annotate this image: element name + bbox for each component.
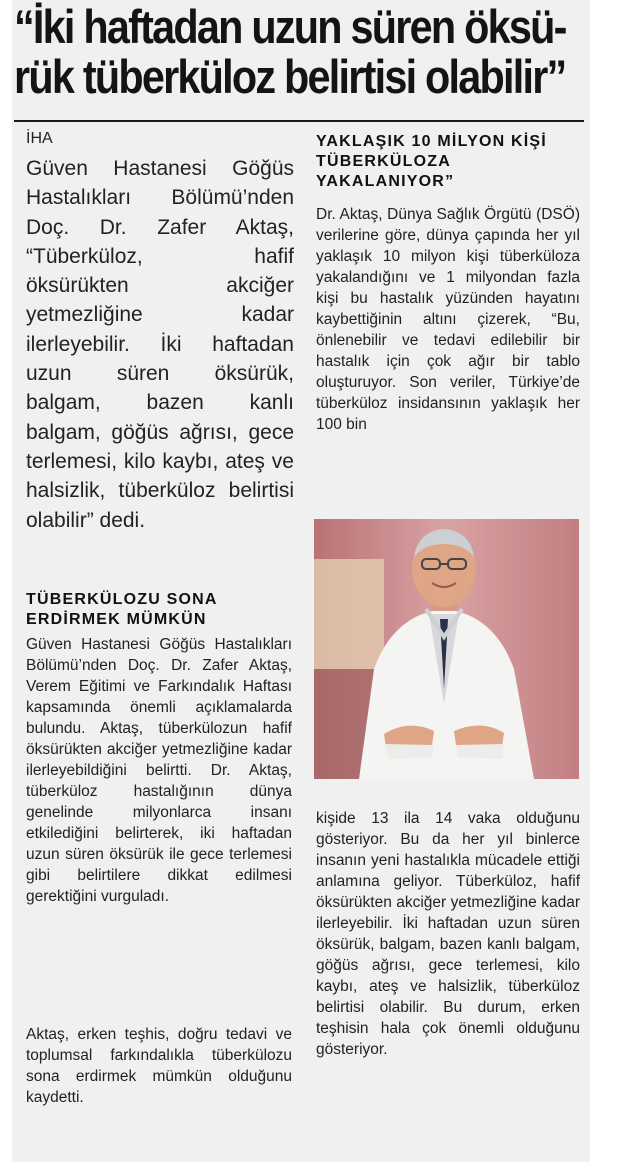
headline-line-2: rük tüberküloz belirtisi olabilir” <box>14 50 566 103</box>
subheading-sona-erdirmek: TÜBERKÜLOZU SONA ERDİRMEK MÜMKÜN <box>26 591 218 628</box>
headline <box>14 0 566 103</box>
agency-byline: İHA <box>26 130 53 147</box>
doctor-portrait-icon <box>314 519 579 779</box>
subheading-10-milyon: YAKLAŞIK 10 MİLYON KİŞİ TÜBERKÜLOZA YAKALANIYOR” <box>316 133 547 190</box>
section1-paragraph-2: Aktaş, erken teşhis, doğru tedavi ve toplumsal farkındalıkla tüberkülozu sona erdirmek mümkün olduğunu kaydetti. <box>26 1026 292 1106</box>
section2-paragraph-1: Dr. Aktaş, Dünya Sağlık Örgütü (DSÖ) verilerine göre, dünya çapında her yıl yaklaşık 10 milyon kişi tüberküloza yakalandığını ve 1 milyondan fazla kişi bu hastalık yüzünden hayatını kaybettiğinin altını çizerek, “Bu, önlenebilir ve tedavi edilebilir bir hastalık için çok ağır bir tablo oluşturuyor. Son veriler, Türkiye’de tüberküloz insidansının yaklaşık her 100 bin <box>316 206 580 433</box>
headline-line-1: “İki haftadan uzun süren öksü- <box>14 0 566 53</box>
doctor-photo <box>314 519 579 779</box>
section2-paragraph-2: kişide 13 ila 14 vaka olduğunu gösteriyor. Bu da her yıl binlerce insanın yeni hastalıkla mücadele ettiği anlamına geliyor. Tüberküloz, hafif öksürükten akciğer yetmezliğine kadar ilerleyebilir. İki haftadan uzun süren öksürük, balgam, bazen kanlı balgam, göğüs ağrısı, gece terlemesi, kilo kaybı, ateş ve halsizlik, tüberküloz belirtisi olabilir. Bu durum, erken teşhisin hala çok önemli olduğunu gösteriyor. <box>316 810 580 1058</box>
lead-paragraph: Güven Hastanesi Göğüs Hastalıkları Bölümü’nden Doç. Dr. Zafer Aktaş, “Tüberküloz, hafif öksürükten akciğer yetmezliğine kadar ilerleyebilir. İki haftadan uzun süren öksürük, balgam, bazen kanlı balgam, göğüs ağrısı, gece terlemesi, kilo kaybı, ateş ve halsizlik, tüberküloz belirtisi olabilir” dedi. <box>26 157 294 532</box>
section1-paragraph-1: Güven Hastanesi Göğüs Hastalıkları Bölümü’nden Doç. Dr. Zafer Aktaş, Verem Eğitimi ve Farkındalık Haftası kapsamında önemli açıklamalarda bulundu. Aktaş, tüberkülozun hafif öksürükten akciğer yetmezliğine kadar ilerleyebildiğini belirtti. Dr. Aktaş, tüberküloz hastalığının dünya genelinde milyonlarca insanı etkilediğini belirterek, iki haftadan uzun süren öksürük ile gece terlemesi gibi belirtilere dikkat edilmesi gerektiğini vurguladı. <box>26 636 292 905</box>
headline-rule <box>14 120 584 122</box>
